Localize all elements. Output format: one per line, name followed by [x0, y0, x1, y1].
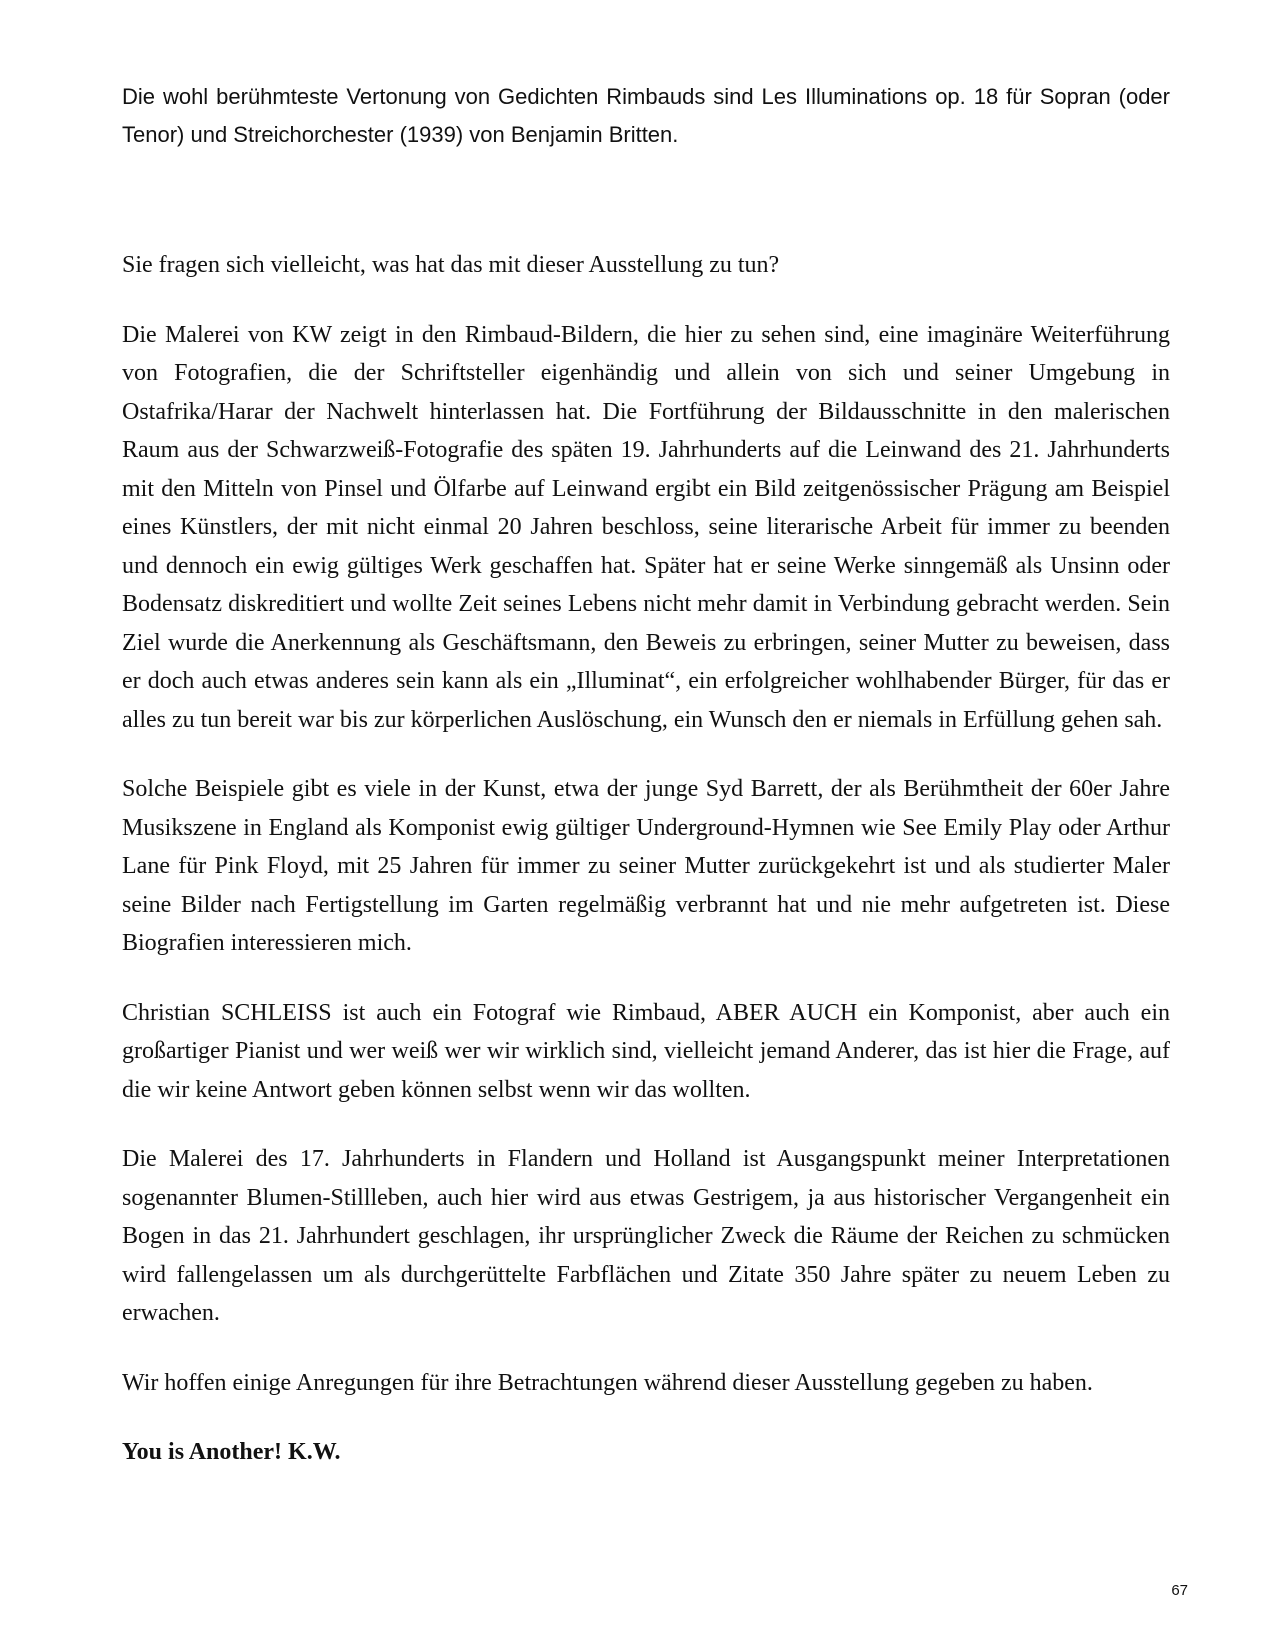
paragraph-closing: Wir hoffen einige Anregungen für ihre Betrachtungen während dieser Ausstellung gegeben zu haben. — [122, 1369, 1093, 1396]
signature: You is Another! K.W. — [122, 1439, 341, 1465]
paragraph-christian-schleiss: Christian SCHLEISS ist auch ein Fotograf wie Rimbaud, ABER AUCH ein Komponist, aber auch ein großartiger Pianist und wer weiß wer wir wirklich sind, vielleicht jemand Anderer, das ist hier die Frage, auf die wir keine Antwort geben können selbst wenn wir das wollten. — [122, 999, 1170, 1103]
paragraph-question: Sie fragen sich vielleicht, was hat das mit dieser Ausstellung zu tun? — [122, 252, 780, 278]
body-text — [122, 246, 1170, 1503]
paragraph-rimbaud-paintings: Die Malerei von KW zeigt in den Rimbaud-Bildern, die hier zu sehen sind, eine imaginäre Weiterführung von Fotografien, die der Schriftsteller eigenhändig und allein von sich und seiner Umgebung in Ostafrika/Harar der Nachwelt hinterlassen hat. Die Fortführung der Bildausschnitte in den malerischen Raum aus der Schwarzweiß-Fotografie des späten 19. Jahrhunderts auf die Leinwand des 21. Jahrhunderts mit den Mitteln von Pinsel und Ölfarbe auf Leinwand ergibt ein Bild zeitgenössischer Prägung am Beispiel eines Künstlers, der mit nicht einmal 20 Jahren beschloss, seine literarische Arbeit für immer zu beenden und dennoch ein ewig gültiges Werk geschaffen hat. Später hat er seine Werke sinngemäß als Unsinn oder Bodensatz diskreditiert und wollte Zeit seines Lebens nicht mehr damit in Verbindung gebracht werden. Sein Ziel wurde die Anerkennung als Geschäftsmann, den Beweis zu erbringen, seiner Mutter zu beweisen, dass er doch auch etwas anderes sein kann als ein „Illuminat“, ein erfolgreicher wohlhabender Bürger, für das er alles zu tun bereit war bis zur körperlichen Auslöschung, ein Wunsch den er niemals in Erfüllung gehen sah. — [122, 321, 1170, 733]
paragraph-syd-barrett: Solche Beispiele gibt es viele in der Kunst, etwa der junge Syd Barrett, der als Berühmtheit der 60er Jahre Musikszene in England als Komponist ewig gültiger Underground-Hymnen wie See Emily Play oder Arthur Lane für Pink Floyd, mit 25 Jahren für immer zu seiner Mutter zurückgekehrt ist und als studierter Maler seine Bilder nach Fertigstellung im Garten regelmäßig verbrannt hat und nie mehr aufgetreten ist. Diese Biografien interessieren mich. — [122, 776, 1170, 956]
page-number: 67 — [1171, 1582, 1188, 1599]
intro-paragraph: Die wohl berühmteste Vertonung von Gedichten Rimbauds sind Les Illuminations op. 18 für Sopran (oder Tenor) und Streichorchester (1939) von Benjamin Britten. — [122, 84, 1170, 147]
paragraph-still-life: Die Malerei des 17. Jahrhunderts in Flandern und Holland ist Ausgangspunkt meiner Interpretationen sogenannter Blumen-Stillleben, auch hier wird aus etwas Gestrigem, ja aus historischer Vergangenheit ein Bogen in das 21. Jahrhundert geschlagen, ihr ursprünglicher Zweck die Räume der Reichen zu schmücken wird fallengelassen um als durchgerüttelte Farbflächen und Zitate 350 Jahre später zu neuem Leben zu erwachen. — [122, 1146, 1170, 1326]
